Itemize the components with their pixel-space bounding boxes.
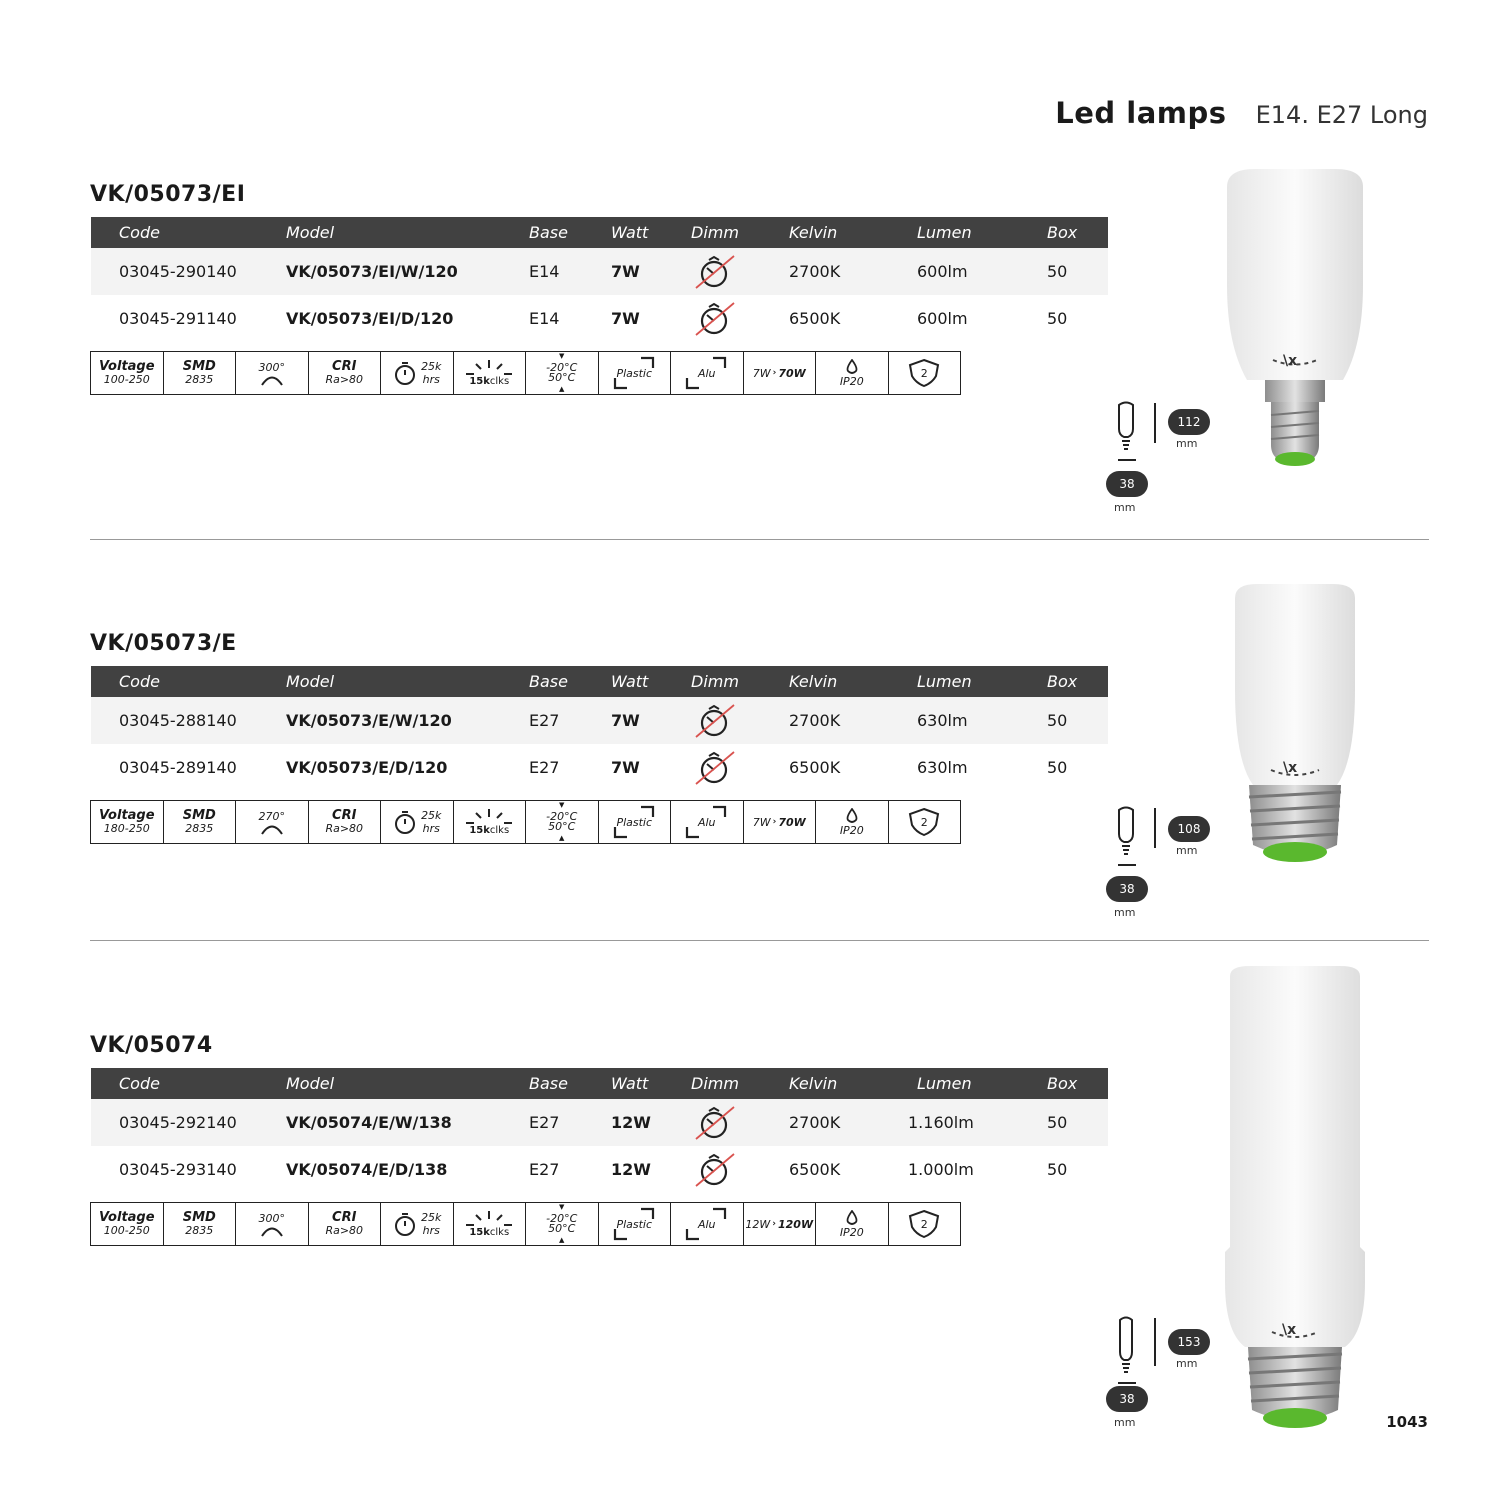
lamp-e14-image: [1215, 165, 1375, 475]
cell-box: 50: [1047, 1113, 1068, 1132]
cell-code: 03045-291140: [119, 309, 237, 328]
cell-base: E14: [529, 309, 560, 328]
spec-voltage: Voltage 100-250: [91, 1203, 164, 1245]
spec-strip: [90, 351, 961, 395]
svg-text:\x: \x: [1283, 353, 1298, 369]
spec-warranty: 2: [889, 801, 961, 843]
spec-temperature: ▼ -20°C 50°C ▲: [526, 1203, 599, 1245]
table-row: [91, 248, 1108, 295]
not-dimmable-icon: [692, 703, 736, 739]
col-box: Box: [1047, 672, 1078, 691]
cell-watt: 7W: [611, 262, 640, 281]
spec-smd: SMD 2835: [164, 1203, 237, 1245]
cell-lumen: 1.160lm: [908, 1113, 974, 1132]
table-row: [91, 1146, 1108, 1193]
page-subtitle: E14. E27 Long: [1255, 101, 1428, 129]
height-badge: 112: [1168, 409, 1210, 435]
cell-model: VK/05073/EI/D/120: [286, 309, 454, 328]
cell-watt: 7W: [611, 758, 640, 777]
spec-plastic: Plastic: [599, 352, 672, 394]
cell-base: E27: [529, 711, 560, 730]
spec-alu: Alu: [671, 1203, 744, 1245]
diameter-badge: 38: [1106, 1386, 1148, 1412]
cell-box: 50: [1047, 1160, 1068, 1179]
spec-equivalent: 7W › 70W: [744, 801, 817, 843]
height-unit: mm: [1176, 844, 1198, 857]
height-badge: 108: [1168, 816, 1210, 842]
spec-voltage: Voltage 100-250: [91, 352, 164, 394]
col-base: Base: [529, 223, 568, 242]
stopwatch-icon: [392, 360, 418, 386]
switch-cycles-icon: [464, 808, 514, 824]
spec-alu: Alu: [671, 801, 744, 843]
spec-ip: IP20: [816, 352, 889, 394]
diameter-unit: mm: [1114, 501, 1136, 514]
spec-equivalent: 7W › 70W: [744, 352, 817, 394]
cell-watt: 12W: [611, 1160, 651, 1179]
col-base: Base: [529, 672, 568, 691]
col-kelvin: Kelvin: [789, 672, 838, 691]
cell-box: 50: [1047, 758, 1068, 777]
cell-model: VK/05073/EI/W/120: [286, 262, 458, 281]
col-watt: Watt: [611, 223, 649, 242]
spec-equivalent: 12W › 120W: [744, 1203, 817, 1245]
col-model: Model: [286, 1074, 335, 1093]
svg-text:\x: \x: [1283, 760, 1298, 776]
spec-alu: Alu: [671, 352, 744, 394]
spec-smd: SMD 2835: [164, 801, 237, 843]
cell-watt: 12W: [611, 1113, 651, 1132]
diameter-unit: mm: [1114, 1416, 1136, 1429]
diameter-badge: 38: [1106, 876, 1148, 902]
spec-voltage: Voltage 180-250: [91, 801, 164, 843]
diameter-unit: mm: [1114, 906, 1136, 919]
cell-code: 03045-293140: [119, 1160, 237, 1179]
product-table: [91, 666, 1108, 791]
cell-box: 50: [1047, 262, 1068, 281]
col-dimm: Dimm: [691, 672, 739, 691]
spec-beam-angle: 300°: [236, 352, 309, 394]
cell-lumen: 600lm: [917, 262, 968, 281]
col-code: Code: [119, 223, 160, 242]
cell-base: E27: [529, 1113, 560, 1132]
spec-switch-cycles: 15kclks: [454, 352, 527, 394]
spec-cri: CRI Ra>80: [309, 1203, 382, 1245]
cell-kelvin: 6500K: [789, 309, 841, 328]
col-lumen: Lumen: [917, 223, 972, 242]
cell-box: 50: [1047, 711, 1068, 730]
table-header: [91, 1068, 1108, 1099]
cell-base: E14: [529, 262, 560, 281]
spec-lifetime: 25k hrs: [381, 352, 454, 394]
cell-model: VK/05073/E/W/120: [286, 711, 452, 730]
height-unit: mm: [1176, 1357, 1198, 1370]
cell-code: 03045-288140: [119, 711, 237, 730]
spec-warranty: 2: [889, 352, 961, 394]
table-header: [91, 217, 1108, 248]
table-row: [91, 697, 1108, 744]
spec-cri: CRI Ra>80: [309, 801, 382, 843]
section-title: VK/05073/E: [90, 631, 237, 656]
dimension-block: [1100, 800, 1210, 925]
not-dimmable-icon: [692, 301, 736, 337]
col-dimm: Dimm: [691, 1074, 739, 1093]
not-dimmable-icon: [692, 750, 736, 786]
svg-text:\x: \x: [1282, 1322, 1297, 1338]
table-row: [91, 1099, 1108, 1146]
water-drop-icon: [845, 359, 859, 375]
cell-watt: 7W: [611, 711, 640, 730]
beam-angle-icon: [259, 823, 285, 835]
page-title: Led lamps: [1055, 96, 1227, 130]
cell-base: E27: [529, 758, 560, 777]
lamp-outline-icon: [1114, 401, 1138, 451]
spec-warranty: 2: [889, 1203, 961, 1245]
col-box: Box: [1047, 1074, 1078, 1093]
cell-kelvin: 6500K: [789, 1160, 841, 1179]
height-badge: 153: [1168, 1329, 1210, 1355]
switch-cycles-icon: [464, 359, 514, 375]
lamp-outline-icon: [1114, 1316, 1138, 1374]
dimension-block: [1100, 395, 1210, 520]
section-title: VK/05073/EI: [90, 182, 246, 207]
col-model: Model: [286, 672, 335, 691]
cell-lumen: 600lm: [917, 309, 968, 328]
cell-code: 03045-289140: [119, 758, 237, 777]
spec-cri: CRI Ra>80: [309, 352, 382, 394]
cell-model: VK/05074/E/D/138: [286, 1160, 448, 1179]
col-kelvin: Kelvin: [789, 223, 838, 242]
not-dimmable-icon: [692, 1105, 736, 1141]
spec-lifetime: 25k hrs: [381, 1203, 454, 1245]
product-table: [91, 1068, 1108, 1193]
cell-model: VK/05074/E/W/138: [286, 1113, 452, 1132]
not-dimmable-icon: [692, 1152, 736, 1188]
section-title: VK/05074: [90, 1033, 213, 1058]
table-row: [91, 295, 1108, 342]
stopwatch-icon: [392, 809, 418, 835]
spec-switch-cycles: 15kclks: [454, 1203, 527, 1245]
spec-switch-cycles: 15kclks: [454, 801, 527, 843]
col-dimm: Dimm: [691, 223, 739, 242]
col-kelvin: Kelvin: [789, 1074, 838, 1093]
col-model: Model: [286, 223, 335, 242]
diameter-badge: 38: [1106, 471, 1148, 497]
spec-ip: IP20: [816, 1203, 889, 1245]
col-watt: Watt: [611, 672, 649, 691]
stopwatch-icon: [392, 1211, 418, 1237]
spec-strip: [90, 800, 961, 844]
cell-code: 03045-290140: [119, 262, 237, 281]
spec-plastic: Plastic: [599, 1203, 672, 1245]
page-header: [1055, 96, 1428, 130]
cell-kelvin: 2700K: [789, 711, 841, 730]
col-lumen: Lumen: [917, 1074, 972, 1093]
spec-temperature: ▼ -20°C 50°C ▲: [526, 352, 599, 394]
col-watt: Watt: [611, 1074, 649, 1093]
cell-box: 50: [1047, 309, 1068, 328]
cell-kelvin: 2700K: [789, 1113, 841, 1132]
beam-angle-icon: [259, 1225, 285, 1237]
cell-lumen: 1.000lm: [908, 1160, 974, 1179]
col-code: Code: [119, 1074, 160, 1093]
section-divider: [90, 940, 1429, 941]
lamp-e27-long-image: [1220, 962, 1370, 1432]
beam-angle-icon: [259, 374, 285, 386]
spec-temperature: ▼ -20°C 50°C ▲: [526, 801, 599, 843]
height-unit: mm: [1176, 437, 1198, 450]
product-table: [91, 217, 1108, 342]
spec-smd: SMD 2835: [164, 352, 237, 394]
cell-code: 03045-292140: [119, 1113, 237, 1132]
col-code: Code: [119, 672, 160, 691]
lamp-outline-icon: [1114, 806, 1138, 856]
spec-strip: [90, 1202, 961, 1246]
spec-beam-angle: 300°: [236, 1203, 309, 1245]
spec-plastic: Plastic: [599, 801, 672, 843]
spec-ip: IP20: [816, 801, 889, 843]
cell-model: VK/05073/E/D/120: [286, 758, 448, 777]
cell-kelvin: 2700K: [789, 262, 841, 281]
spec-lifetime: 25k hrs: [381, 801, 454, 843]
water-drop-icon: [845, 808, 859, 824]
lamp-e27-image: [1225, 580, 1365, 870]
col-lumen: Lumen: [917, 672, 972, 691]
cell-lumen: 630lm: [917, 711, 968, 730]
table-row: [91, 744, 1108, 791]
page-number: 1043: [1386, 1413, 1428, 1431]
cell-lumen: 630lm: [917, 758, 968, 777]
section-divider: [90, 539, 1429, 540]
table-header: [91, 666, 1108, 697]
dimension-block: [1100, 1310, 1210, 1435]
not-dimmable-icon: [692, 254, 736, 290]
cell-kelvin: 6500K: [789, 758, 841, 777]
water-drop-icon: [845, 1210, 859, 1226]
spec-beam-angle: 270°: [236, 801, 309, 843]
cell-base: E27: [529, 1160, 560, 1179]
switch-cycles-icon: [464, 1210, 514, 1226]
col-box: Box: [1047, 223, 1078, 242]
col-base: Base: [529, 1074, 568, 1093]
cell-watt: 7W: [611, 309, 640, 328]
